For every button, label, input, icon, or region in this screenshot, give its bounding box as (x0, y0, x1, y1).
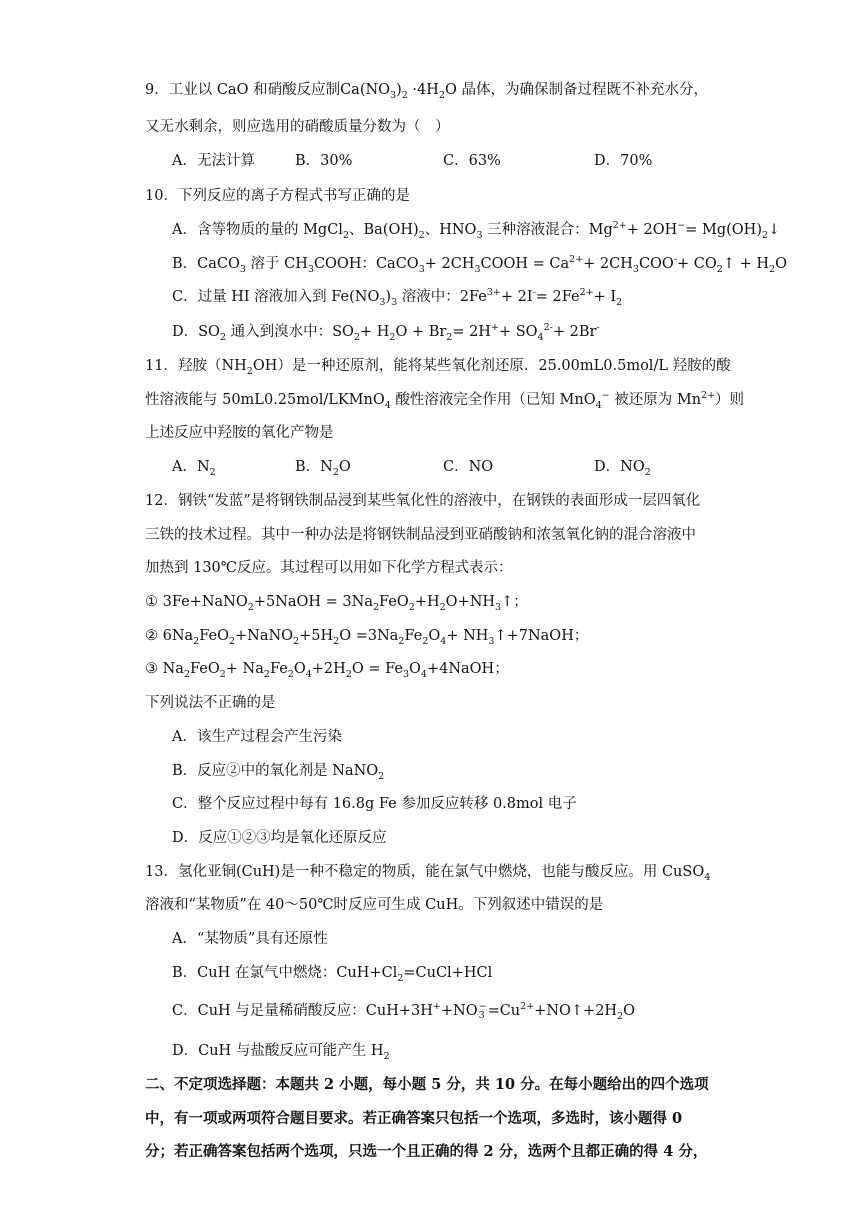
q12-option-a[interactable]: A．该生产过程会产生污染 (172, 729, 342, 745)
q11-option-c[interactable]: C．NO (443, 459, 494, 475)
q13-stem-line2: 溶液和“某物质”在 40～50℃时反应可生成 CuH。下列叙述中错误的是 (145, 897, 604, 913)
q13-stem-line1: 13．氢化亚铜(CuH)是一种不稳定的物质，能在氯气中燃烧，也能与酸反应。用 CuSO$_4$ (145, 864, 711, 883)
q12-equation-3: ③ $Na_2FeO_2+ Na_2Fe_2O_4+2H_2O$ = $Fe_3O_4+4NaOH$； (145, 661, 509, 680)
section2-instructions-line1: 二、不定项选择题：本题共 2 小题，每小题 5 分，共 10 分。在每小题给出的四个选项 (145, 1076, 709, 1093)
q12-option-b[interactable]: B．反应②中的氧化剂是 NaNO$_2$ (172, 763, 385, 782)
q9-stem-line2: 又无水剩余，则应选用的硝酸质量分数为（ ） (145, 119, 450, 135)
q11-options (172, 457, 732, 477)
q11-stem-line2: 性溶液能与 50mL0.25mol/LKMnO$_4$ 酸性溶液完全作用（已知 MnO$_4$− 被还原为 $Mn^{2+}$）则 (145, 390, 745, 411)
q12-equation-1: ① 3Fe+NaNO$_2$+5NaOH = $3Na_2FeO_2+H_2O+NH_3↑$； (145, 594, 528, 613)
q12-stem-line1: 12．钢铁“发蓝”是将钢铁制品浸到某些氧化性的溶液中，在钢铁的表面形成一层四氧化 (145, 493, 701, 509)
q11-option-a[interactable]: A．$N_2$ (172, 459, 216, 478)
q9-options (172, 151, 732, 171)
q9-option-c[interactable]: C．63% (443, 153, 501, 169)
q12-option-c[interactable]: C．整个反应过程中每有 16.8g Fe 参加反应转移 0.8mol 电子 (172, 796, 577, 812)
q9-option-b[interactable]: B．30% (295, 153, 353, 169)
q12-stem-line2: 三铁的技术过程。其中一种办法是将钢铁制品浸到亚硝酸钠和浓氢氧化钠的混合溶液中 (145, 527, 696, 543)
q10-option-b[interactable]: B．CaCO$_3$ 溶于 $CH_3COOH$：CaCO$_3$+ $2CH_3COOH = Ca^{2+}+ 2CH_3COO^-+$ $CO_2↑ + H_2O$ (172, 254, 787, 275)
no3-charge-stack: − 3 (478, 1001, 487, 1021)
q12-equation-2: ② $6Na_2FeO_2+NaNO_2+5H_2O =3Na_2Fe_2O_4+$ $NH_3↑+7NaOH$； (145, 628, 589, 647)
q10-option-a[interactable]: A．含等物质的量的 MgCl$_2$、$Ba(OH)_2$、$HNO_3$ 三种溶液混合：$Mg^{2+}+ 2OH^-=$ $Mg(OH)_2↓$ (172, 220, 781, 241)
q10-option-d[interactable]: D．$SO_2$ 通入到溴水中：$SO_2+ H_2O + Br_2= 2H^++ SO_4^{2-}+ 2Br^-$ (172, 322, 600, 343)
q12-option-d[interactable]: D．反应①②③均是氧化还原反应 (172, 830, 387, 846)
q13-option-a[interactable]: A．“某物质”具有还原性 (172, 931, 328, 947)
q10-option-c[interactable]: C．过量 HI 溶液加入到 $Fe(NO_3)_3$ 溶液中：$2Fe^{3+}+ 2I^-= 2Fe^{2+}+ I_2$ (172, 287, 623, 308)
q13-option-d[interactable]: D．CuH 与盐酸反应可能产生 $H_2$ (172, 1043, 390, 1062)
q11-option-d[interactable]: D．$NO_2$ (594, 459, 651, 478)
q9-option-a[interactable]: A．无法计算 (172, 153, 255, 169)
q11-stem-line3: 上述反应中羟胺的氧化产物是 (145, 425, 334, 441)
q12-stem-line3: 加热到 130℃反应。其过程可以用如下化学方程式表示： (145, 560, 513, 576)
q9-stem-line1: 9．工业以 CaO 和硝酸反应制$Ca(NO_3)_2 \cdot 4H_2O$ 晶体，为确保制备过程既不补充水分， (145, 82, 708, 101)
q11-stem-line1: 11．羟胺$(NH_2OH)$是一种还原剂，能将某些氧化剂还原．25.00mL0.5mol/L 羟胺的酸 (145, 358, 731, 377)
section2-instructions-line2: 中，有一项或两项符合题目要求。若正确答案只包括一个选项，多选时，该小题得 0 (145, 1110, 683, 1127)
q11-option-b[interactable]: B．$N_2O$ (295, 459, 351, 478)
q10-stem: 10．下列反应的离子方程式书写正确的是 (145, 188, 410, 204)
section2-instructions-line3: 分；若正确答案包括两个选项，只选一个且正确的得 2 分，选两个且都正确的得 4 分， (145, 1143, 708, 1160)
q9-option-d[interactable]: D．70% (594, 153, 653, 169)
q13-option-c[interactable]: C．CuH 与足量稀硝酸反应：CuH+3H++NO− $3 =Cu^{2+}+NO↑+2H_2O$ (172, 1001, 636, 1022)
q12-question: 下列说法不正确的是 (145, 695, 276, 711)
q13-option-b[interactable]: B．CuH 在氯气中燃烧：$CuH+Cl_2=CuCl+HCl$ (172, 965, 493, 984)
